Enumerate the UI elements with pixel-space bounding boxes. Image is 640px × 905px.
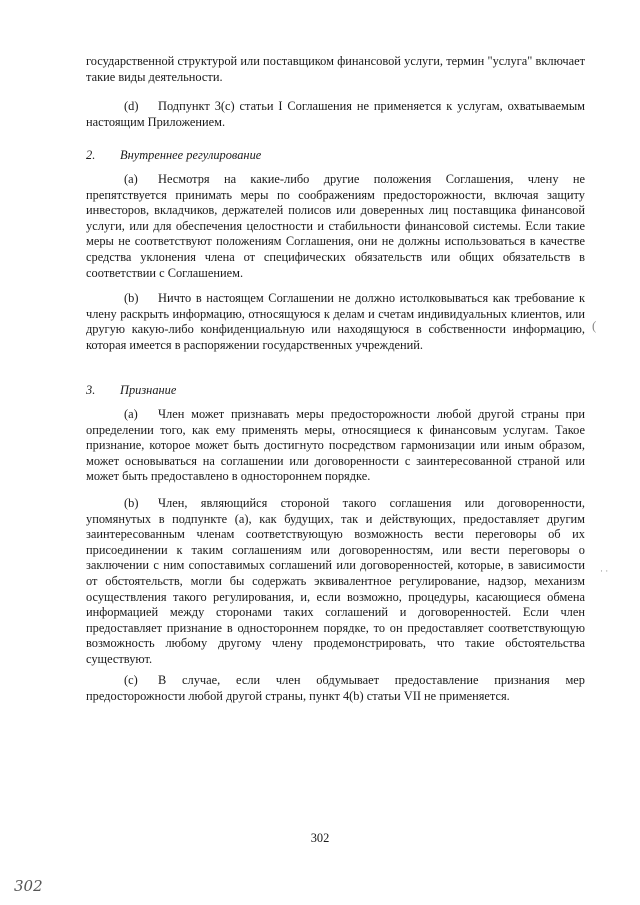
paragraph-2a-label: (a): [124, 172, 138, 186]
paragraph-3b: [86, 496, 585, 668]
paragraph-2a-text: Несмотря на какие-либо другие положения Соглашения, члену не препятствуется принимать меры по соображениям предосторожности, включая защиту инвесторов, вкладчиков, держателей полисов или доверенных лиц поставщика финансовой услуги, или для обеспечения целостности и стабильности финансовой системы. Если такие меры не соответствуют положениям Соглашения, они не должны использоваться в качестве средства уклонения члена от специфических обязательств или общих обязательств в соответствии с Соглашением.: [86, 172, 585, 280]
paragraph-3b-text: Член, являющийся стороной такого соглашения или договоренности, упомянутых в подпункте (a), как будущих, так и действующих, предоставляет другим заинтересованным членам соответствующую возможность вести переговоры об их присоединении к таким соглашениям или договоренностям, или вести переговоры о заключении с ним сопоставимых соглашений или договоренностей, которые, в зависимости от обстоятельств, могли бы содержать эквивалентное регулирование, надзор, механизм осуществления такого регулирования, и, если возможно, процедуры, касающиеся обмена информацией между сторонами таких соглашений и договоренностей. Если член предоставляет признание в одностороннем порядке, то он предоставляет соответствующую возможность любому другому члену продемонстрировать, что такие обстоятельства существуют.: [86, 496, 585, 666]
paragraph-3c: [86, 673, 585, 704]
paragraph-3c-label: (c): [124, 673, 138, 687]
paragraph-d-label: (d): [124, 99, 139, 113]
paragraph-3c-text: В случае, если член обдумывает предоставление признания мер предосторожности любой другой страны, пункт 4(b) статьи VII не применяется.: [86, 673, 585, 703]
paragraph-3a-label: (a): [124, 407, 138, 421]
section-2-number: 2.: [86, 148, 96, 162]
paragraph-2b-text: Ничто в настоящем Соглашении не должно истолковываться как требование к члену раскрыть информацию, относящуюся к делам и счетам индивидуальных клиентов, или другую какую-либо конфиденциальную или находящуюся в собственности информацию, которая имеется в распоряжении государственных учреждений.: [86, 291, 585, 352]
section-3-heading: [86, 383, 176, 399]
section-2-heading: [86, 148, 261, 164]
paragraph-3a-text: Член может признавать меры предосторожности любой другой страны при определении того, как ему применять меры, относящиеся к финансовым услугам. Такое признание, которое может быть достигнуто посредством гармонизации или иным образом, может основываться на соглашении или договоренности с заинтересованной страной или может быть предоставлено в одностороннем порядке.: [86, 407, 585, 484]
paragraph-2a: [86, 172, 585, 281]
continued-paragraph: государственной структурой или поставщиком финансовой услуги, термин "услуга" включает такие виды деятельности.: [86, 54, 585, 84]
page-number: 302: [310, 831, 330, 845]
margin-mark: · ·: [600, 566, 609, 576]
section-3-number: 3.: [86, 383, 96, 397]
paragraph-3b-label: (b): [124, 496, 139, 510]
paragraph-3a: [86, 407, 585, 485]
handwritten-page-number: 302: [14, 877, 43, 895]
section-2-title: Внутреннее регулирование: [120, 148, 262, 162]
section-3-title: Признание: [120, 383, 177, 397]
paragraph-2b-label: (b): [124, 291, 139, 305]
margin-mark: (: [592, 318, 597, 333]
paragraph-d: [86, 99, 585, 130]
paragraph-2b: [86, 291, 585, 353]
paragraph-d-text: Подпункт 3(с) статьи I Соглашения не применяется к услугам, охватываемым настоящим Приложением.: [86, 99, 585, 129]
